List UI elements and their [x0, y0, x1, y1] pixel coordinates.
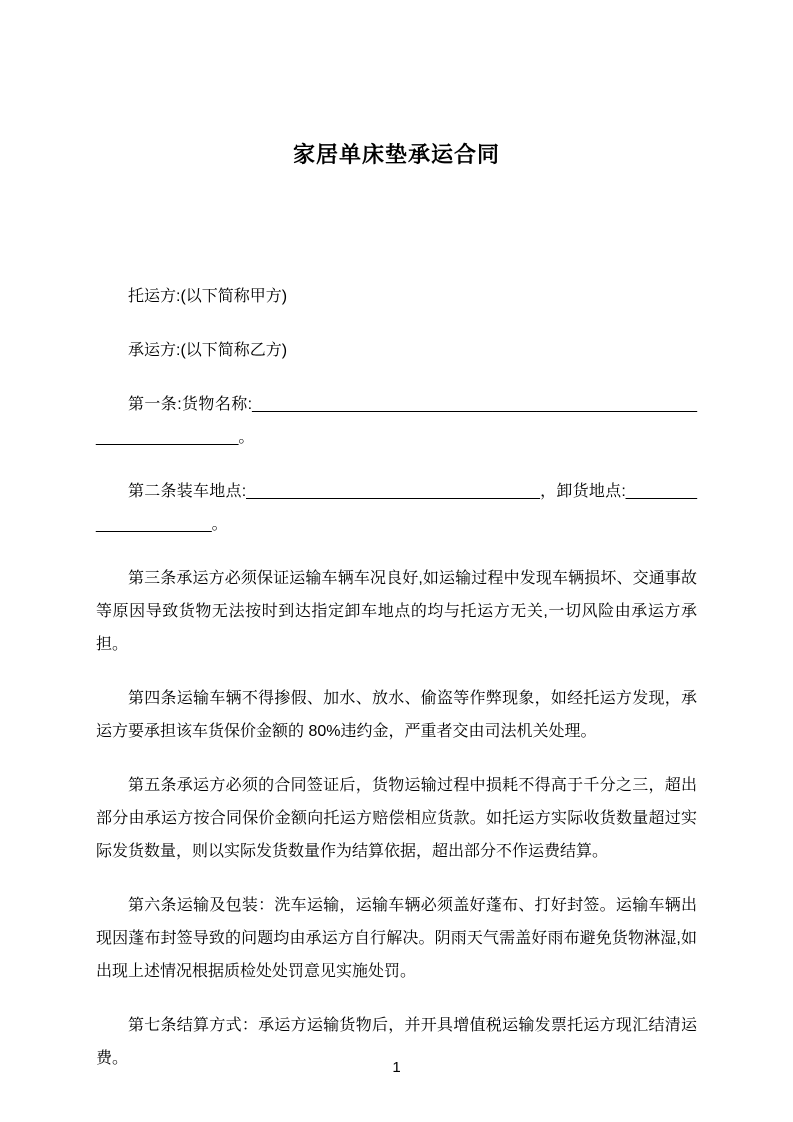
paragraph-clause-4: 第四条运输车辆不得掺假、加水、放水、偷盗等作弊现象，如经托运方发现，承运方要承担该车货保价金额的 80%违约金，严重者交由司法机关处理。: [96, 690, 697, 740]
paragraph-shipper: 托运方:(以下简称甲方): [128, 288, 288, 305]
paragraph-clause-1: 第一条:货物名称:__________________________________________________________________。: [96, 396, 697, 446]
paragraph-clause-5: 第五条承运方必须的合同签证后，货物运输过程中损耗不得高于千分之三，超出部分由承运方按合同保价金额向托运方赔偿相应货款。如托运方实际收货数量超过实际发货数量，则以实际发货数量作为结算依据，超出部分不作运费结算。: [96, 777, 697, 860]
document-title: 家居单床垫承运合同: [292, 142, 500, 167]
page-number: 1: [392, 1059, 401, 1076]
paragraph-clause-2: 第二条装车地点:_________________________________，卸货地点:_____________________。: [96, 483, 697, 533]
paragraph-carrier: 承运方:(以下简称乙方): [128, 342, 288, 359]
paragraph-clause-7: 第七条结算方式：承运方运输货物后，并开具增值税运输发票托运方现汇结清运费。: [96, 1017, 697, 1067]
paragraph-clause-3: 第三条承运方必须保证运输车辆车况良好,如运输过程中发现车辆损坏、交通事故等原因导致货物无法按时到达指定卸车地点的均与托运方无关,一切风险由承运方承担。: [96, 570, 697, 653]
paragraph-clause-6: 第六条运输及包装：洗车运输，运输车辆必须盖好蓬布、打好封签。运输车辆出现因蓬布封签导致的问题均由承运方自行解决。阴雨天气需盖好雨布避免货物淋湿,如出现上述情况根据质检处处罚意见实施处罚。: [96, 897, 697, 980]
